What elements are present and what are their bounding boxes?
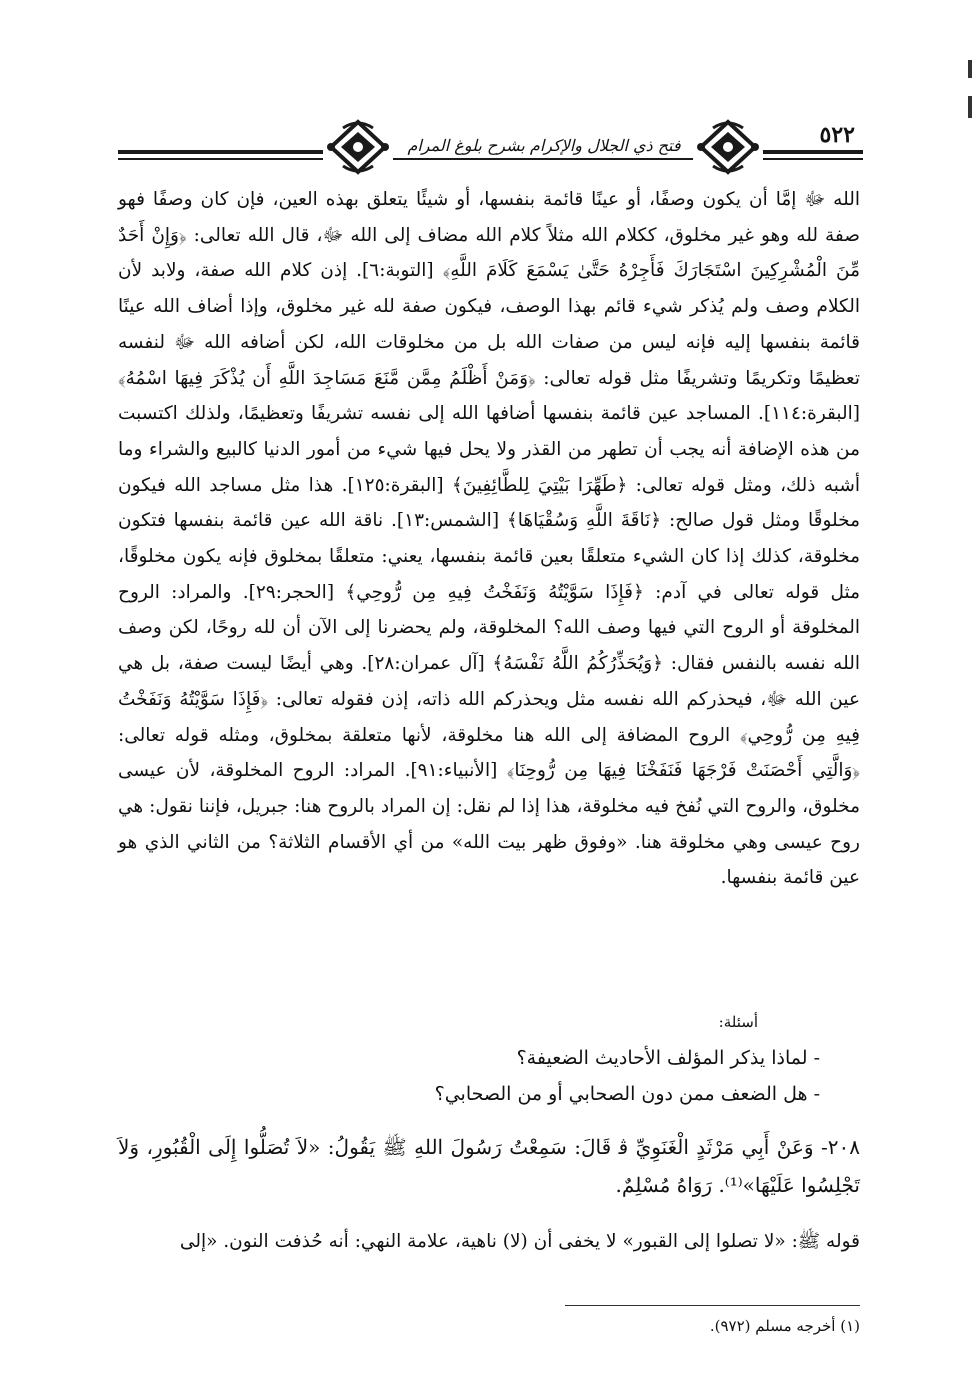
floral-ornament-icon: [323, 118, 393, 176]
questions-section: [118, 1004, 860, 1112]
question-item: - هل الضعف ممن دون الصحابي أو من الصحابي؟: [434, 1083, 820, 1105]
main-text: [118, 182, 860, 896]
page-number: ٥٢٢: [816, 122, 859, 148]
question-item: - لماذا يذكر المؤلف الأحاديث الضعيفة؟: [516, 1047, 820, 1069]
page-edge-mark: [968, 96, 972, 118]
page-edge-mark: [968, 60, 972, 78]
footnote: (١) أخرجه مسلم (٩٧٢).: [709, 1317, 860, 1335]
commentary-text: قوله ﷺ: «لا تصلوا إلى القبور» لا يخفى أن (لا) ناهية، علامة النهي: أنه حُذفت النون. «إلى: [179, 1231, 860, 1252]
body-paragraph: الله ﷻ إمَّا أن يكون وصفًا، أو عينًا قائمة بنفسها، أو شيئًا يتعلق بهذه العين، فإن كان وصفًا فهو صفة لله وهو غير مخلوق، ككلام الله مثلاً كلام الله مضاف إلى الله ﷻ، قال الله تعالى: ﴿وَإِنْ أَحَدٌ مِّنَ الْمُشْرِكِينَ اسْتَجَارَكَ فَأَجِرْهُ حَتَّىٰ يَسْمَعَ كَلَامَ اللَّهِ﴾ [التوبة:٦]. إذن كلام الله صفة، ولابد لأن الكلام وصف ولم يُذكر شيء قائم بهذا الوصف، فيكون صفة لله غير مخلوق، وإذا أضاف الله عينًا قائمة بنفسها إليه فإنه ليس من صفات الله بل من مخلوقات الله، لكن أضافه الله ﷻ لنفسه تعظيمًا وتكريمًا وتشريفًا مثل قوله تعالى: ﴿وَمَنْ أَظْلَمُ مِمَّن مَّنَعَ مَسَاجِدَ اللَّهِ أَن يُذْكَرَ فِيهَا اسْمُهُ﴾ [البقرة:١١٤]. المساجد عين قائمة بنفسها أضافها الله إلى نفسه تشريفًا وتعظيمًا، ولذلك اكتسبت من هذه الإضافة أنه يجب أن تطهر من القذر ولا يحل فيها شيء من أمور الدنيا كالبيع والشراء وما أشبه ذلك، ومثل قوله تعالى: ﴿طَهِّرَا بَيْتِيَ لِلطَّائِفِينَ﴾ [البقرة:١٢٥]. هذا مثل مساجد الله فيكون مخلوقًا ومثل قول صالح: ﴿نَاقَةَ اللَّهِ وَسُقْيَاهَا﴾ [الشمس:١٣]. ناقة الله عين قائمة بنفسها فتكون مخلوقة، كذلك إذا كان الشيء متعلقًا بعين قائمة بنفسها، يعني: متعلقًا بمخلوق فإنه يكون مخلوقًا، مثل قوله تعالى في آدم: ﴿فَإِذَا سَوَّيْتُهُ وَنَفَخْتُ فِيهِ مِن رُّوحِي﴾ [الحجر:٢٩]. والمراد: الروح المخلوقة أو الروح التي فيها وصف الله؟ المخلوقة، ولم يحضرنا إلى الآن أن لله روحًا، لكن وصف الله نفسه بالنفس فقال: ﴿وَيُحَذِّرُكُمُ اللَّهُ نَفْسَهُ﴾ [آل عمران:٢٨]. وهي أيضًا ليست صفة، بل هي عين الله ﷻ، فيحذركم الله نفسه مثل ويحذركم الله ذاته، إذن فقوله تعالى: ﴿فَإِذَا سَوَّيْتُهُ وَنَفَخْتُ فِيهِ مِن رُّوحِي﴾ الروح المضافة إلى الله هنا مخلوقة، لأنها متعلقة بمخلوق، ومثله قوله تعالى: ﴿وَالَّتِي أَحْصَنَتْ فَرْجَهَا فَنَفَخْنَا فِيهَا مِن رُّوحِنَا﴾ [الأنبياء:٩١]. المراد: الروح المخلوقة، لأن عيسى مخلوق، والروح التي نُفخ فيه مخلوقة، هذا إذا لم نقل: إن المراد بالروح هنا: جبريل، فإننا نقول: هي روح عيسى وهي مخلوقة هنا. «وفوق ظهر بيت الله» من أي الأقسام الثلاثة؟ من الثاني الذي هو عين قائمة بنفسها.: [118, 189, 861, 889]
floral-ornament-icon: [693, 118, 763, 176]
questions-title: أسئلة:: [718, 1013, 758, 1031]
footnote-divider: [565, 1305, 860, 1306]
page-header: [118, 112, 863, 180]
book-title: فتح ذي الجلال والإكرام بشرح بلوغ المرام: [390, 136, 698, 155]
hadith-text: ٢٠٨- وَعَنْ أَبِي مَرْثَدٍ الْغَنَوِيِّ ﭬ قَالَ: سَمِعْتُ رَسُولَ اللهِ ﷺ يَقُولُ: «لاَ تُصَلُّوا إِلَى الْقُبُورِ، وَلاَ تَجْلِسُوا عَلَيْهَا»⁽¹⁾. رَوَاهُ مُسْلِمٌ.: [118, 1135, 860, 1197]
